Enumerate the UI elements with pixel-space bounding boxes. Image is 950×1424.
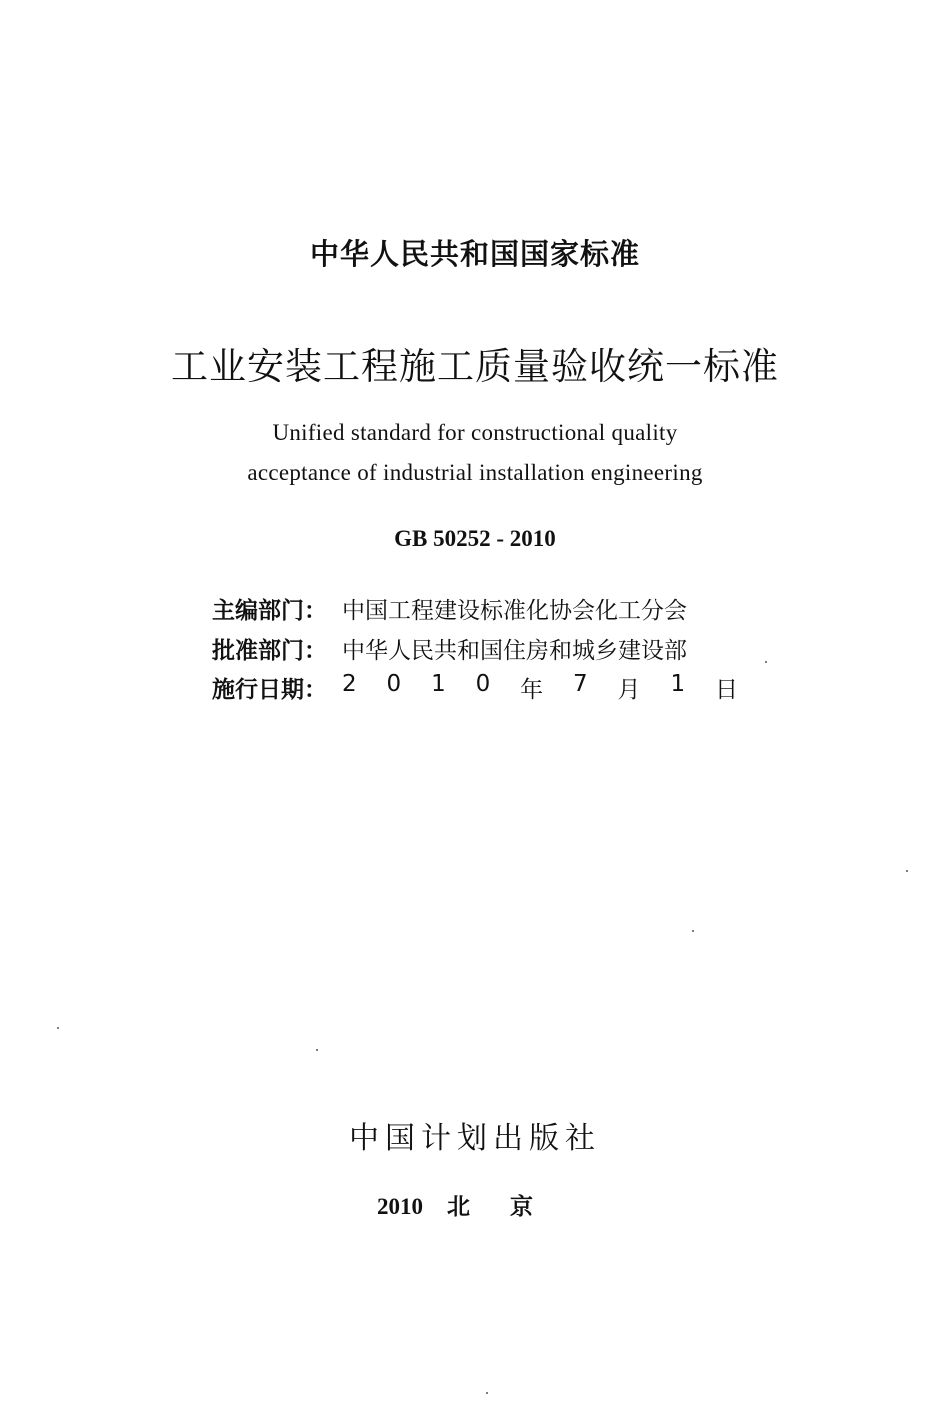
- standard-number: GB 50252 - 2010: [394, 526, 556, 551]
- scan-speck: [316, 1049, 318, 1051]
- effective-date-row: [212, 672, 738, 702]
- effective-date-char: 1: [431, 670, 446, 697]
- chief-editor-row: [212, 593, 687, 623]
- approval-department-value: 中华人民共和国住房和城乡建设部: [342, 637, 687, 664]
- document-title-english-line-2: acceptance of industrial installation engineering: [247, 460, 703, 485]
- chief-editor-label: 主编部门：: [212, 597, 327, 624]
- standard-series-heading: 中华人民共和国国家标准: [309, 237, 640, 271]
- effective-date-value: [342, 671, 738, 704]
- effective-date-char: 7: [573, 670, 588, 697]
- publisher-name: 中国计划出版社: [349, 1121, 601, 1156]
- effective-date-char: 2: [342, 670, 357, 697]
- effective-date-char: 年: [520, 676, 544, 703]
- chief-editor-value: 中国工程建设标准化协会化工分会: [342, 597, 687, 624]
- scan-speck: [765, 661, 767, 663]
- publication-city: 北京: [447, 1194, 573, 1220]
- approval-department-label: 批准部门：: [212, 637, 327, 664]
- approval-department-row: [212, 633, 687, 663]
- scan-speck: [486, 1392, 488, 1394]
- scan-speck: [57, 1027, 59, 1029]
- effective-date-char: 日: [714, 676, 738, 703]
- publication-year: 2010: [377, 1194, 423, 1219]
- document-title-chinese: 工业安装工程施工质量验收统一标准: [171, 345, 779, 388]
- effective-date-char: 1: [670, 670, 686, 697]
- document-title-english-line-1: Unified standard for constructional quality: [272, 420, 678, 445]
- publication-line: [0, 1188, 950, 1221]
- scan-speck: [692, 930, 694, 932]
- scan-speck: [906, 870, 908, 872]
- effective-date-char: 0: [386, 670, 402, 697]
- effective-date-char: 月: [617, 676, 641, 703]
- effective-date-label: 施行日期：: [212, 676, 327, 703]
- effective-date-char: 0: [475, 670, 491, 697]
